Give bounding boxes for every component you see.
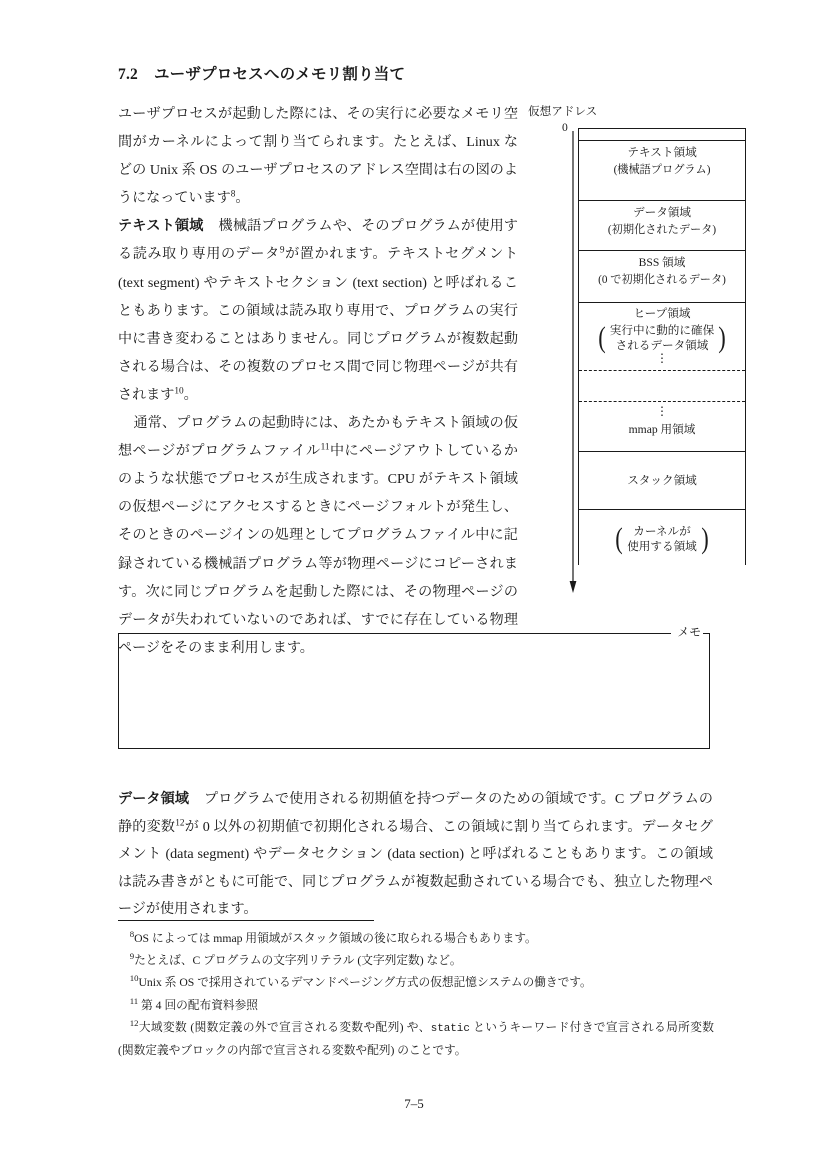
- footnote-mark-12: 12: [129, 1017, 139, 1028]
- footnote-item: [118, 995, 714, 1017]
- intro-tail: 。: [235, 190, 250, 207]
- footnotes-block: [118, 928, 714, 1062]
- page-number: 7–5: [404, 1096, 424, 1111]
- footnote-separator-rule: [118, 920, 374, 921]
- segment-heap-area: [579, 303, 745, 370]
- footnote-item: [118, 1017, 714, 1062]
- footnote-text-10: Unix 系 OS で採用されているデマンドページング方式の仮想記憶システムの働きです。: [138, 976, 592, 990]
- footnote-ref-10: 10: [174, 386, 184, 397]
- segment-data-area-sub: (初期化されたデータ): [607, 223, 717, 236]
- kernel-paren-group: [614, 524, 710, 554]
- segment-stack-area-label: スタック領域: [627, 474, 697, 487]
- segment-bss-area-sub: (0 で初期化されるデータ): [598, 273, 726, 286]
- kernel-paren-line2: 使用する領域: [627, 540, 697, 553]
- right-paren-icon: ): [718, 320, 726, 354]
- text-segment-paragraph: [118, 212, 518, 409]
- footnote-ref-12: 12: [175, 817, 185, 828]
- text-area-term: テキスト領域: [118, 218, 204, 235]
- data-segment-paragraph: [118, 786, 713, 924]
- heap-paren-group: [597, 320, 727, 354]
- page-title: [118, 62, 405, 84]
- footnote-item: [118, 972, 714, 994]
- segment-text-area: [579, 141, 745, 201]
- virtual-address-label: 仮想アドレス: [528, 105, 598, 118]
- data-section-column: [118, 786, 713, 924]
- text-area-body-2: が置かれます。テキストセグメント (text segment) やテキストセクション (text section) と呼ばれることもあります。この領域は読み取り専用で、プログラムの実行中に書き変わることはありません。同じプログラムが複数起動される場合は、その複数のプロセス間で同じ物理ページが共有されます: [118, 246, 519, 403]
- mmap-vertical-dots: ⋮: [656, 404, 668, 418]
- footnote-mark-9: 9: [129, 951, 135, 962]
- footnote-item: [118, 928, 714, 950]
- segment-dashed-gap: [579, 370, 745, 402]
- footnote-code-static: static: [430, 1022, 470, 1035]
- heap-paren-line2: されるデータ領域: [615, 338, 709, 352]
- footnote-mark-8: 8: [129, 929, 135, 940]
- segment-mmap-area: [579, 402, 745, 452]
- kernel-paren-text: [627, 524, 697, 554]
- paging-paragraph: [118, 409, 518, 662]
- intro-paragraph: [118, 100, 518, 212]
- segment-bss-area-label: BSS 領域: [638, 256, 686, 269]
- memory-layout-diagram: [528, 103, 758, 593]
- left-text-column: [118, 100, 518, 662]
- footnote-mark-10: 10: [129, 973, 139, 984]
- segment-data-area-label: データ領域: [633, 206, 691, 219]
- footnote-mark-11: 11: [129, 995, 139, 1006]
- data-area-term: データ領域: [118, 791, 190, 807]
- segment-bss-area: [579, 251, 745, 303]
- footnote-ref-8: 8: [230, 189, 236, 200]
- right-paren-icon: ): [701, 522, 709, 555]
- intro-body: ユーザプロセスが起動した際には、その実行に必要なメモリ空間がカーネルによって割り当てられます。たとえば、Linux などの Unix 系 OS のユーザプロセスのアドレス空間は右の図のようになっています: [118, 106, 518, 207]
- section-title-text: ユーザプロセスへのメモリ割り当て: [153, 66, 406, 83]
- address-zero-label: 0: [562, 121, 568, 134]
- segment-data-area: [579, 201, 745, 251]
- data-area-body-2: が 0 以外の初期値で初期化される場合、この領域に割り当てられます。データセグメント (data segment) やデータセクション (data section) と呼ばれることもあります。この領域は読み書きがともに可能で、同じプログラムが複数起動されている場合でも、独立した物理ページが使用されます。: [118, 818, 713, 917]
- segment-blank-top: [579, 129, 745, 141]
- footnote-text-9: たとえば、C プログラムの文字列リテラル (文字列定数) など。: [134, 954, 462, 968]
- kernel-paren-line1: カーネルが: [633, 525, 691, 538]
- segment-heap-area-label: ヒープ領域: [633, 307, 691, 320]
- text-area-body-1: 機械語プログラムや、そのプログラムが使用する読み取り専用のデータ: [118, 218, 519, 263]
- memory-segments-box: [578, 128, 746, 565]
- segment-kernel-area: [579, 510, 745, 565]
- paging-body-1: 通常、プログラムの起動時には、あたかもテキスト領域の仮想ページがプログラムファイル: [118, 415, 518, 460]
- footnote-text-12-after: というキーワード付きで宣言される局所変数 (関数定義やブロックの内部で宣言される変数や配列) のことです。: [118, 1020, 714, 1058]
- section-number: 7.2: [118, 66, 138, 83]
- segment-text-area-sub: (機械語プログラム): [613, 163, 711, 176]
- segment-mmap-area-label: mmap 用領域: [628, 423, 696, 436]
- left-paren-icon: (: [598, 320, 606, 354]
- footnote-ref-9: 9: [279, 245, 285, 256]
- footnote-item: [118, 950, 714, 972]
- footnote-text-11: 第 4 回の配布資料参照: [141, 998, 258, 1012]
- footnote-text-12-before: 大域変数 (関数定義の外で宣言される変数や配列) や、: [138, 1020, 431, 1034]
- left-paren-icon: (: [615, 522, 623, 555]
- heap-paren-text: [610, 323, 714, 353]
- footnote-ref-11: 11: [320, 442, 330, 453]
- memo-box[interactable]: [118, 625, 710, 749]
- segment-stack-area: [579, 452, 745, 510]
- segment-text-area-label: テキスト領域: [627, 146, 697, 159]
- memo-box-legend: メモ: [671, 625, 703, 639]
- heap-paren-line1: 実行中に動的に確保: [609, 323, 715, 337]
- heap-vertical-dots: ⋮: [656, 350, 668, 365]
- footnote-text-8: OS によっては mmap 用領域がスタック領域の後に取られる場合もあります。: [134, 932, 537, 945]
- paging-body-2: 中にページアウトしているかのような状態でプロセスが生成されます。CPU がテキスト領域の仮想ページにアクセスするときにページフォルトが発生し、そのときのページインの処理としてプログラムファイル中に記録されている機械語プログラム等が物理ページにコピーされます。次に同じプログラムを起動した際には、その物理ページのデータが失われていないのであれば、すでに存在している物理ページをそのまま利用します。: [118, 443, 519, 656]
- text-area-body-3: 。: [183, 386, 198, 403]
- data-area-body-1: プログラムで使用される初期値を持つデータのための領域です。C プログラムの静的変数: [118, 791, 714, 835]
